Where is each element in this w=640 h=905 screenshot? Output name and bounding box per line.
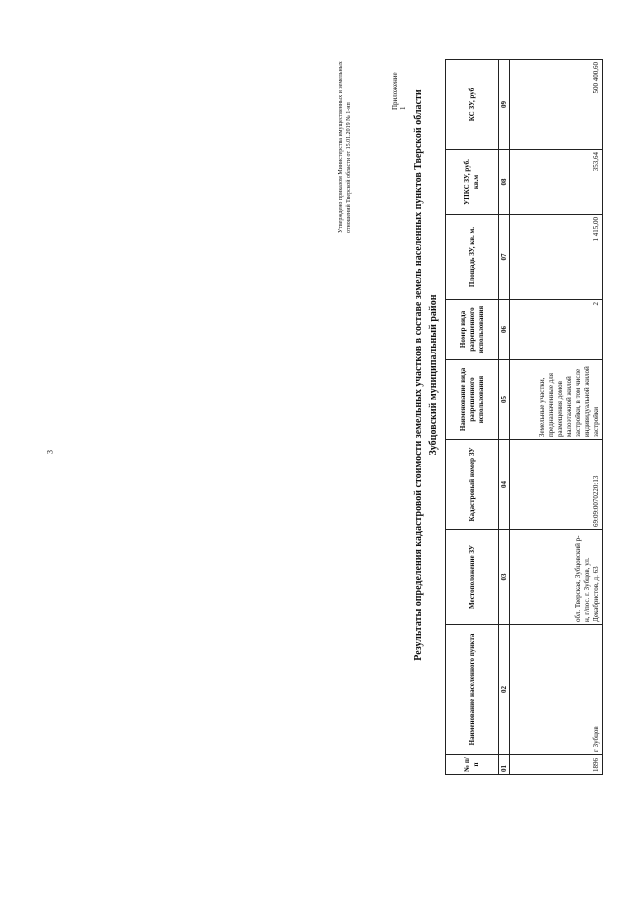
specific-cadastral-value: 353,64: [510, 150, 603, 215]
code-cell: 07: [499, 215, 510, 300]
permitted-use-name: Земельные участки, предназначенные для размещения домов малоэтажной жилой застройки, в том числе индивидуальной жилой застройки: [510, 360, 603, 440]
land-location: обл. Тверская, Зубцовский р-н, г/пос. г. Зубцов, ул. Декабристов, д. 63: [510, 530, 603, 625]
header-cell: Местоположение ЗУ: [446, 530, 499, 625]
header-cell: УПКС ЗУ, руб. кв.м: [446, 150, 499, 215]
cadastral-value: 500 400,60: [510, 60, 603, 150]
code-cell: 06: [499, 300, 510, 360]
appendix-label: Приложение 1: [391, 72, 407, 110]
header-row: [446, 60, 499, 775]
header-cell: Наименование населенного пункта: [446, 625, 499, 755]
header-cell: Наименование вида разрешенного использования: [446, 360, 499, 440]
cadastral-table: [445, 59, 603, 775]
row-number: 1896: [510, 755, 603, 775]
page-number: 3: [45, 450, 55, 454]
code-row: [499, 60, 510, 775]
code-cell: 01: [499, 755, 510, 775]
code-cell: 05: [499, 360, 510, 440]
cadastral-number: 69:09:0070220:13: [510, 440, 603, 530]
permitted-use-code: 2: [510, 300, 603, 360]
header-cell: КС ЗУ, руб: [446, 60, 499, 150]
header-cell: Площадь ЗУ, кв. м.: [446, 215, 499, 300]
code-cell: 04: [499, 440, 510, 530]
code-cell: 03: [499, 530, 510, 625]
header-cell: Номер вида разрешенного использования: [446, 300, 499, 360]
title-line-1: Результаты определения кадастровой стоимости земельных участков в составе земель населенных пунктов Тверской области: [413, 89, 424, 661]
document-title: [411, 55, 441, 695]
land-area: 1 415,00: [510, 215, 603, 300]
code-cell: 02: [499, 625, 510, 755]
table-row: [510, 60, 603, 775]
rotated-page: [255, 61, 600, 845]
approval-note: Утверждено приказом Министерства имущественных и земельных отношений Тверской области от 15.01.2019 № 1-нп: [338, 61, 352, 233]
header-cell: Кадастровый номер ЗУ: [446, 440, 499, 530]
header-cell: № п/п: [446, 755, 499, 775]
title-line-2: Зубцовский муниципальный район: [428, 294, 439, 456]
code-cell: 08: [499, 150, 510, 215]
settlement-name: г Зубцов: [510, 625, 603, 755]
code-cell: 09: [499, 60, 510, 150]
